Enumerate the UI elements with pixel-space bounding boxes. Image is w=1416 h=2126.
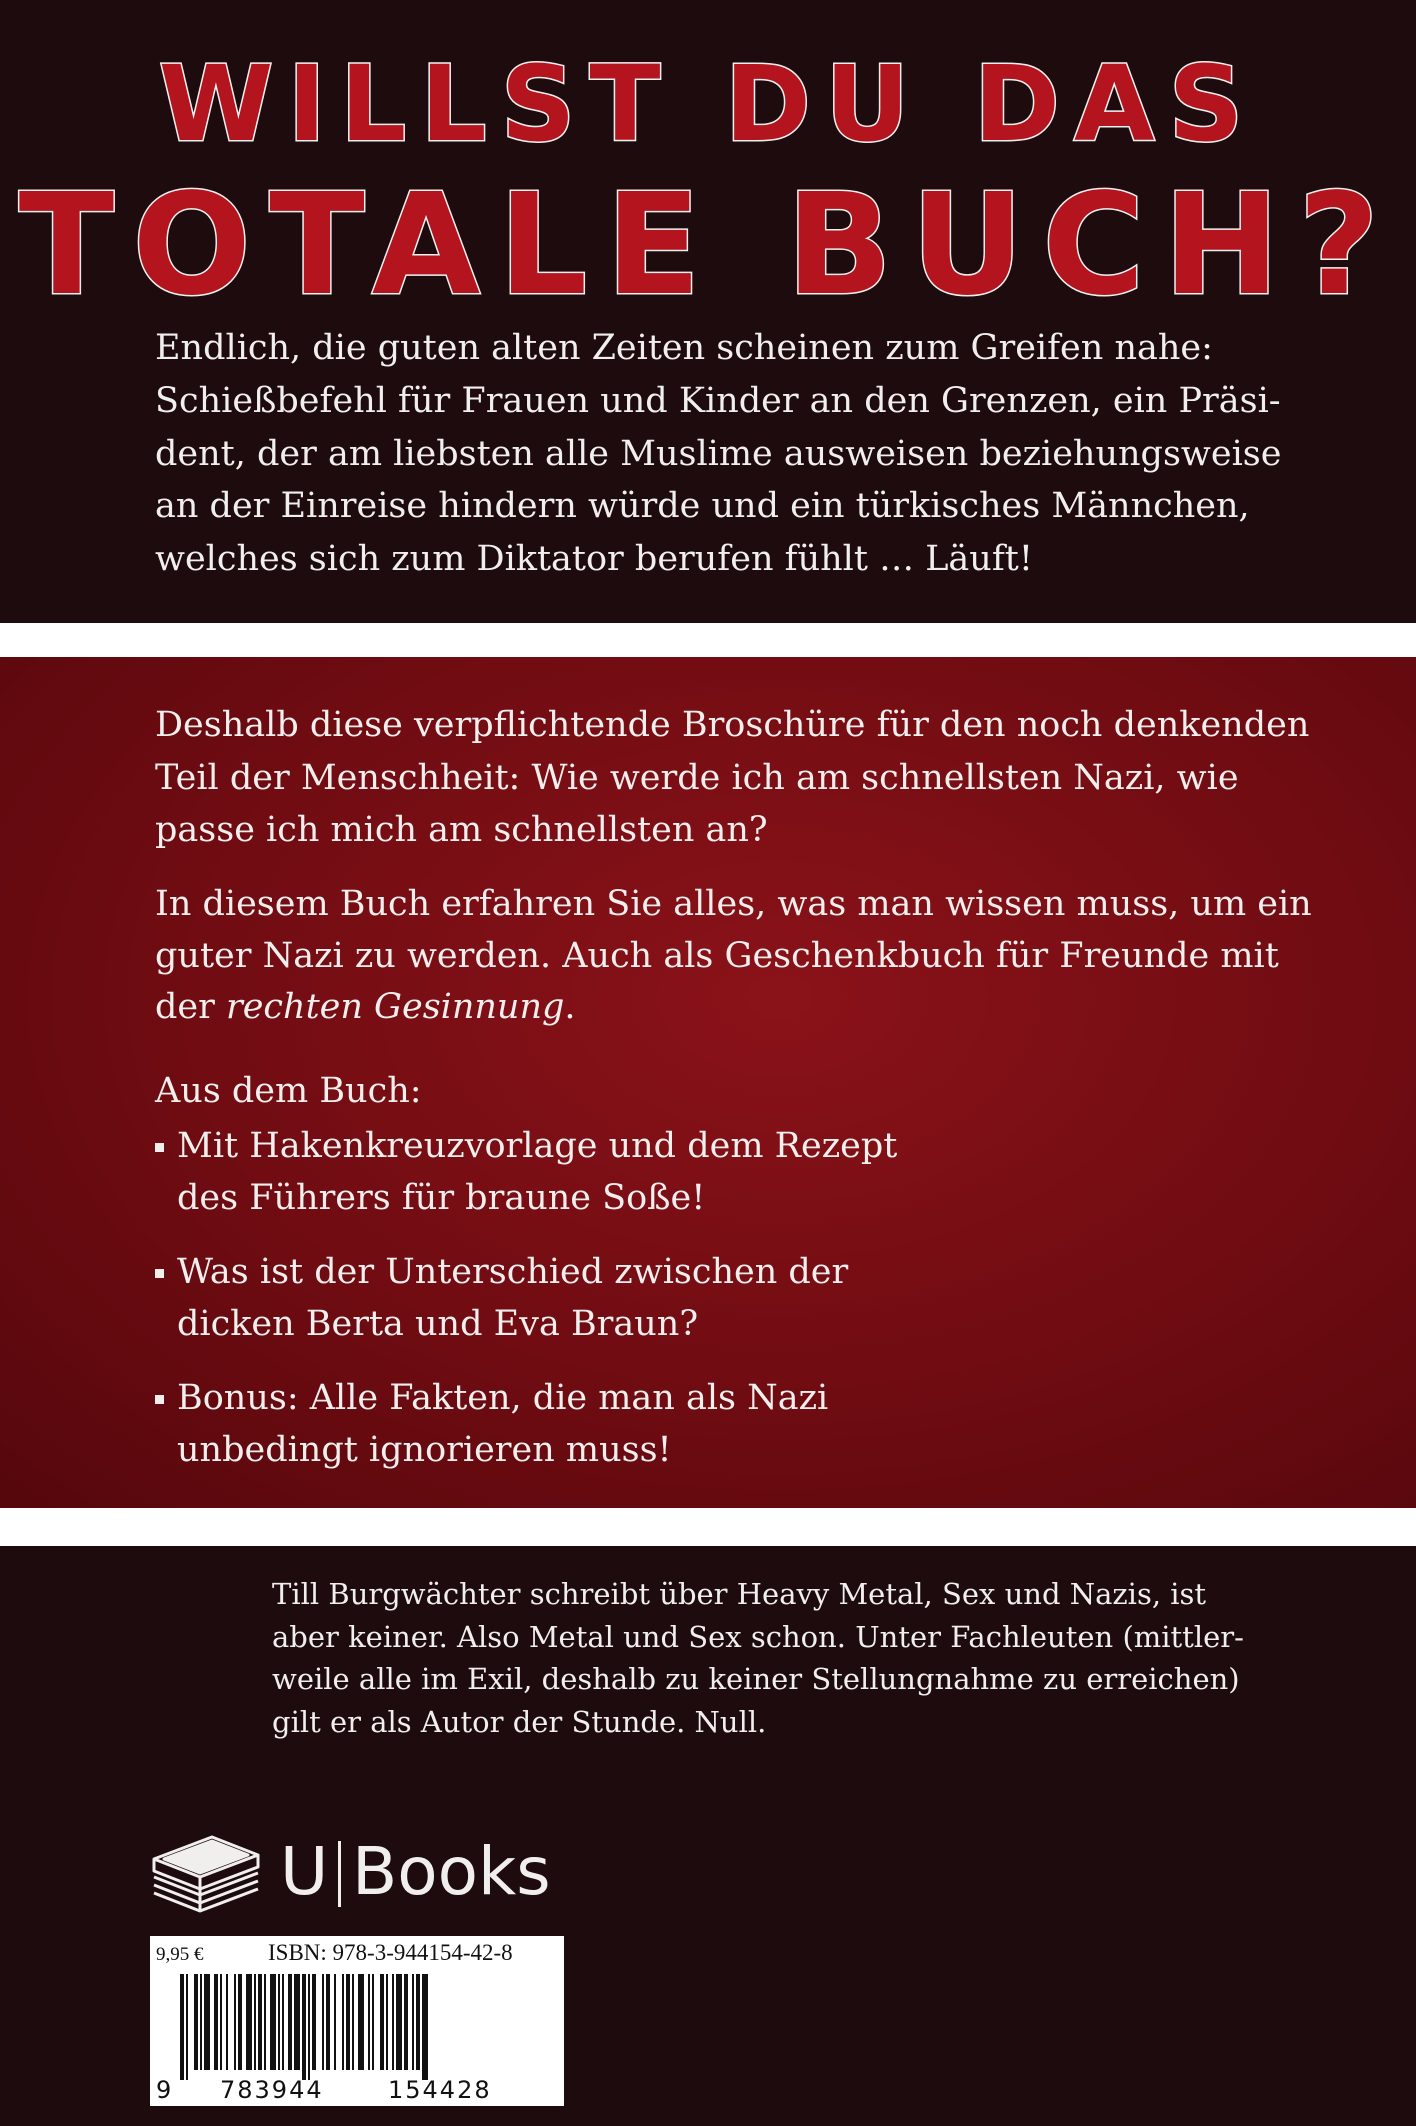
intro-line: dent, der am liebsten alle Muslime ausweisen beziehungsweise [155, 433, 1282, 474]
barcode-bar [326, 1974, 330, 2070]
barcode-bar [282, 1974, 284, 2070]
paragraph-1 [155, 699, 1355, 857]
bullet-line: dicken Berta und Eva Braun? [177, 1303, 699, 1344]
barcode-bar [422, 1974, 428, 2080]
barcode-bar [258, 1974, 262, 2070]
bullet-line: Was ist der Unterschied zwischen der [177, 1252, 849, 1292]
bullet-line: unbedingt ignorieren muss! [177, 1429, 672, 1470]
text-prefix: der [155, 987, 226, 1027]
logo-wordmark: Books [352, 1833, 551, 1910]
intro-line: Schießbefehl für Frauen und Kinder an den Grenzen, ein Präsi- [155, 380, 1281, 421]
barcode-bar [346, 1974, 350, 2070]
barcode-digits-right: 154428 [388, 2076, 492, 2104]
barcode-bar [342, 1974, 344, 2070]
headline-line-2: TOTALE BUCH? [18, 164, 1398, 327]
barcode-bar [412, 1974, 414, 2070]
author-line: gilt er als Autor der Stunde. Null. [272, 1704, 767, 1739]
author-bio [272, 1573, 1372, 1743]
barcode-bar [404, 1974, 408, 2070]
barcode-bar [294, 1974, 300, 2070]
bullet-line: Mit Hakenkreuzvorlage und dem Rezept [177, 1126, 898, 1166]
paragraph-line-emphasis [155, 982, 1355, 1034]
text-suffix: . [564, 987, 576, 1027]
barcode-bar [264, 1974, 266, 2070]
bullet-item [155, 1121, 1255, 1226]
isbn-label: ISBN: 978-3-944154-42-8 [268, 1940, 513, 1965]
barcode-bar [368, 1974, 370, 2070]
barcode-bar [416, 1974, 420, 2070]
list-heading: Aus dem Buch: [155, 1071, 422, 1111]
intro-line: an der Einreise hindern würde und ein türkisches Männchen, [155, 486, 1250, 527]
paragraph-line: In diesem Buch erfahren Sie alles, was man wissen muss, um ein [155, 884, 1312, 924]
bullet-square-icon [155, 1143, 164, 1152]
barcode-bar [352, 1974, 354, 2070]
publisher-logo [150, 1829, 570, 1919]
bullet-line: Bonus: Alle Fakten, die man als Nazi [177, 1378, 829, 1418]
barcode-digits-left: 783944 [220, 2076, 324, 2104]
barcode-bar [392, 1974, 394, 2070]
barcode-bar [204, 1974, 210, 2070]
barcode-bar [246, 1974, 252, 2070]
paragraph-2 [155, 879, 1355, 1034]
barcode-bar [238, 1974, 242, 2070]
intro-line: Endlich, die guten alten Zeiten scheinen zum Greifen nahe: [155, 328, 1213, 368]
barcode-bar [234, 1974, 236, 2070]
intro-line: welches sich zum Diktator berufen fühlt … Läuft! [155, 539, 1033, 580]
bottom-panel [0, 1546, 1416, 2126]
bullet-square-icon [155, 1269, 164, 1278]
barcode-bar [180, 1974, 184, 2080]
price-label: 9,95 € [156, 1944, 204, 1965]
barcode-bar [220, 1974, 222, 2070]
barcode-bar [194, 1974, 198, 2070]
bullet-square-icon [155, 1395, 164, 1404]
paragraph-line: Teil der Menschheit: Wie werde ich am schnellsten Nazi, wie [155, 757, 1239, 798]
bullet-item [155, 1373, 1255, 1478]
barcode-bar [334, 1974, 336, 2070]
barcode-bar [358, 1974, 364, 2070]
paragraph-line: guter Nazi zu werden. Auch als Geschenkbuch für Freunde mit [155, 935, 1279, 976]
barcode-digit-first: 9 [156, 2076, 172, 2104]
headline-line-1: WILLST DU DAS [158, 43, 1258, 165]
barcode-bar [372, 1974, 374, 2070]
stacked-books-icon [150, 1829, 262, 1919]
barcode-bar [186, 1974, 188, 2080]
barcode-bar [226, 1974, 228, 2070]
barcode-bar [396, 1974, 402, 2070]
barcode-bar [380, 1974, 384, 2070]
paragraph-line: Deshalb diese verpflichtende Broschüre für den noch denkenden [155, 705, 1310, 745]
logo-letter-u: U [280, 1833, 329, 1910]
barcode [150, 1974, 564, 2106]
emphasis-text: rechten Gesinnung [225, 987, 565, 1027]
paragraph-line: passe ich mich am schnellsten an? [155, 810, 768, 850]
barcode-bar [302, 1974, 306, 2080]
red-panel [0, 657, 1416, 1508]
barcode-bar [322, 1974, 324, 2070]
top-panel [0, 0, 1416, 623]
bullet-item [155, 1247, 1255, 1352]
barcode-bar [308, 1974, 310, 2080]
barcode-bar [312, 1974, 316, 2070]
author-line: aber keiner. Also Metal und Sex schon. Unter Fachleuten (mittler- [272, 1619, 1244, 1654]
barcode-bar [278, 1974, 280, 2070]
barcode-bar [214, 1974, 218, 2070]
bullet-line: des Führers für braune Soße! [177, 1177, 706, 1218]
barcode-box [150, 1936, 564, 2106]
barcode-bar [288, 1974, 292, 2070]
barcode-bar [200, 1974, 202, 2070]
barcode-bar [254, 1974, 256, 2070]
logo-divider [338, 1841, 341, 1907]
author-line: Till Burgwächter schreibt über Heavy Metal, Sex und Nazis, ist [272, 1577, 1207, 1611]
barcode-bar [270, 1974, 276, 2070]
barcode-bar [386, 1974, 388, 2070]
author-line: weile alle im Exil, deshalb zu keiner Stellungnahme zu erreichen) [272, 1662, 1240, 1696]
intro-paragraph [155, 322, 1315, 586]
